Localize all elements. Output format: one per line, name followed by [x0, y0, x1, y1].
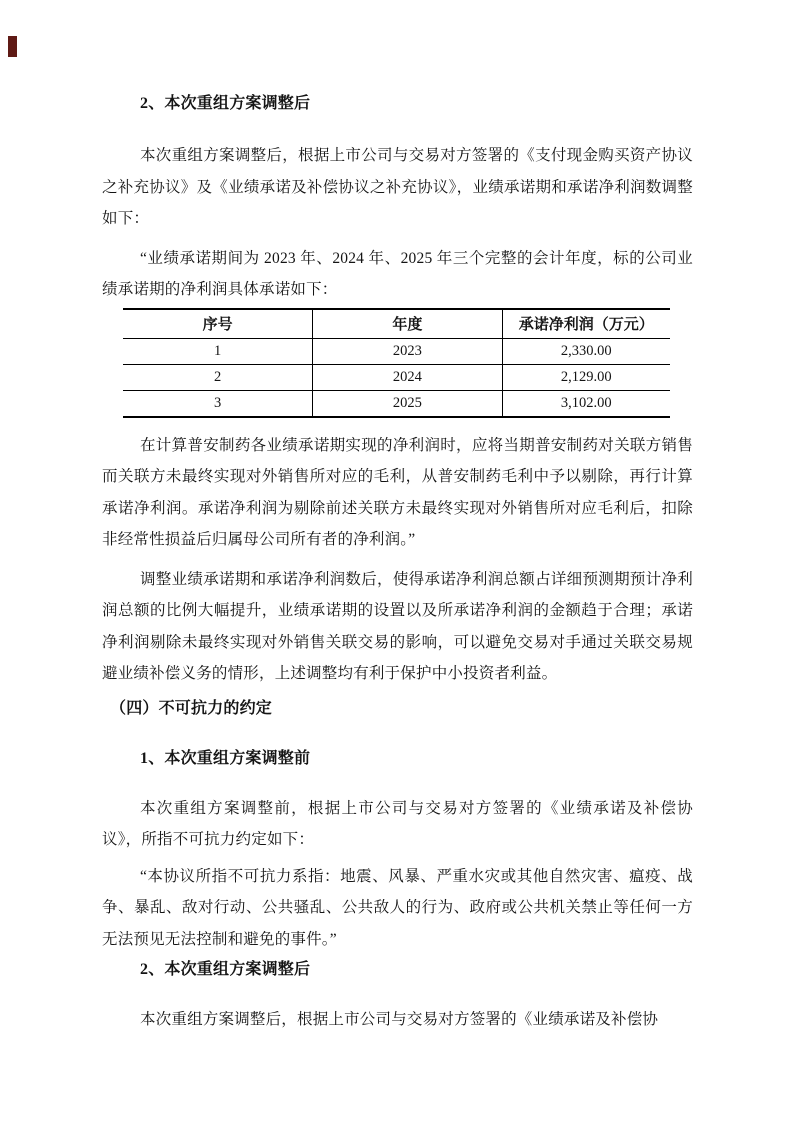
cell-year: 2023 [313, 338, 502, 364]
table-row [123, 390, 670, 417]
cell-profit: 3,102.00 [560, 394, 612, 411]
table-row [123, 364, 670, 390]
cell-year: 2025 [313, 390, 502, 417]
cell-year: 2024 [313, 364, 502, 390]
heading-force-majeure: （四）不可抗力的约定 [110, 699, 273, 717]
paragraph-before-force-majeure: 本次重组方案调整前，根据上市公司与交易对方签署的《业绩承诺及补偿协议》，所指不可抗力约定如下： [102, 799, 693, 848]
paragraph-profit-calc: 在计算普安制药各业绩承诺期实现的净利润时，应将当期普安制药对关联方销售而关联方未最终实现对外销售所对应的毛利，从普安制药毛利中予以剔除，再行计算承诺净利润。承诺净利润为剔除前述关联方未最终实现对外销售所对应毛利后，扣除非经常性损益后归属母公司所有者的净利润。” [102, 436, 693, 548]
red-scan-artifact [8, 36, 17, 57]
paragraph-adjust-benefit: 调整业绩承诺期和承诺净利润数后，使得承诺净利润总额占详细预测期预计净利润总额的比例大幅提升，业绩承诺期的设置以及所承诺净利润的金额趋于合理；承诺净利润剔除未最终实现对外销售关联交易的影响，可以避免交易对手通过关联交易规避业绩补偿义务的情形，上述调整均有利于保护中小投资者利益。 [102, 570, 693, 682]
cell-seq: 1 [123, 338, 313, 364]
table-header-row [123, 309, 670, 339]
cell-profit: 2,129.00 [502, 364, 670, 390]
table-header-profit: 承诺净利润（万元） [502, 309, 670, 339]
paragraph-last-truncated: 本次重组方案调整后，根据上市公司与交易对方签署的《业绩承诺及补偿协 [140, 1011, 659, 1028]
paragraph-force-majeure-definition: “本协议所指不可抗力系指：地震、风暴、严重水灾或其他自然灾害、瘟疫、战争、暴乱、敌对行动、公共骚乱、公共敌人的行为、政府或公共机关禁止等任何一方无法预见无法控制和避免的事件。” [102, 867, 693, 948]
table-row [123, 338, 670, 364]
table-header-seq: 序号 [123, 309, 313, 339]
heading-adjust-after-2: 2、本次重组方案调整后 [140, 961, 311, 978]
document-content [102, 93, 693, 1044]
cell-profit: 2,330.00 [502, 338, 670, 364]
promised-net-profit-table [123, 308, 670, 418]
table-header-year: 年度 [313, 309, 502, 339]
cell-seq: 3 [123, 390, 313, 417]
paragraph-after-intro: 本次重组方案调整后，根据上市公司与交易对方签署的《支付现金购买资产协议之补充协议》及《业绩承诺及补偿协议之补充协议》，业绩承诺期和承诺净利润数调整如下： [102, 147, 693, 227]
heading-adjust-after-1: 2、本次重组方案调整后 [140, 95, 311, 112]
heading-adjust-before: 1、本次重组方案调整前 [140, 749, 311, 767]
paragraph-commitment-period: “业绩承诺期间为 2023 年、2024 年、2025 年三个完整的会计年度，标的公司业绩承诺期的净利润具体承诺如下： [102, 249, 693, 298]
cell-seq: 2 [123, 364, 313, 390]
